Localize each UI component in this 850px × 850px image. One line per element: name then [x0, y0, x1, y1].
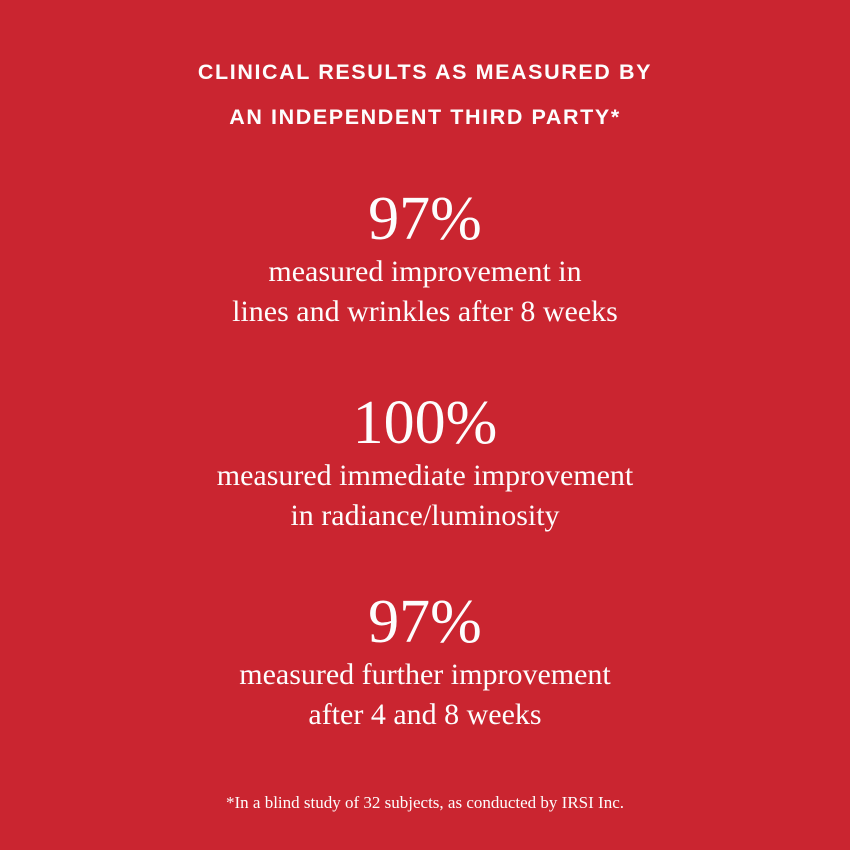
- stat-further-improvement: [0, 589, 850, 735]
- headline-line-2: AN INDEPENDENT THIRD PARTY*: [229, 105, 621, 129]
- stat-percentage: 100%: [352, 389, 498, 457]
- stat-description-line-1: measured improvement in: [268, 255, 582, 288]
- stat-description-line-2: in radiance/luminosity: [290, 499, 560, 532]
- headline-line-1: CLINICAL RESULTS AS MEASURED BY: [197, 60, 653, 84]
- stat-description-line-2: lines and wrinkles after 8 weeks: [232, 295, 618, 328]
- headline: [0, 0, 850, 140]
- stat-description-line-1: measured immediate improvement: [216, 459, 634, 492]
- stat-description: [0, 655, 850, 735]
- stat-description: [0, 456, 850, 536]
- stat-lines-wrinkles: [0, 186, 850, 332]
- stat-description-line-2: after 4 and 8 weeks: [308, 698, 542, 731]
- stat-percentage: 97%: [368, 588, 482, 656]
- stat-percentage: 97%: [368, 185, 482, 253]
- study-footnote: *In a blind study of 32 subjects, as conducted by IRSI Inc.: [225, 793, 624, 812]
- stat-description: [0, 252, 850, 332]
- stat-radiance-luminosity: [0, 390, 850, 536]
- stat-description-line-1: measured further improvement: [239, 658, 611, 691]
